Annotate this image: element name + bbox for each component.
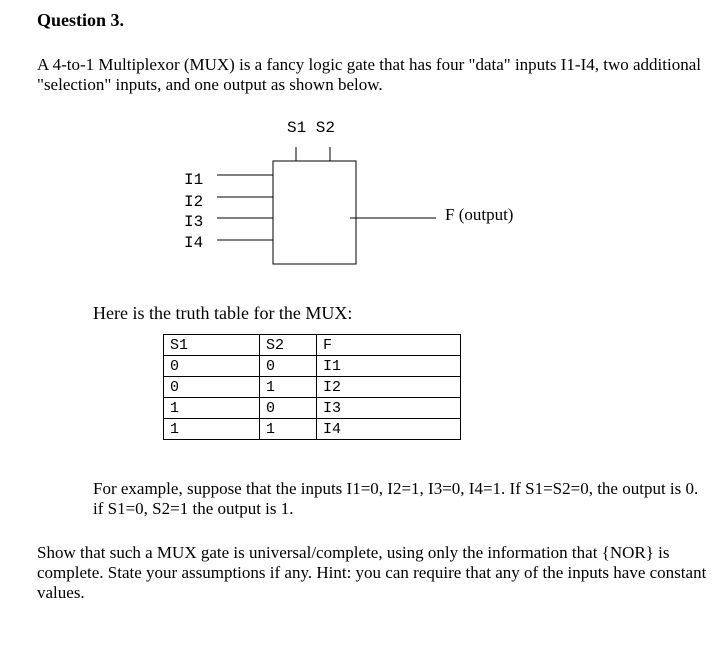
cell-f: I3 [317, 398, 461, 419]
header-s2: S2 [260, 335, 317, 356]
mux-diagram [0, 0, 722, 300]
cell-s2: 1 [260, 377, 317, 398]
cell-s2: 0 [260, 398, 317, 419]
input-label-i4: I4 [184, 234, 204, 252]
intro-paragraph: A 4-to-1 Multiplexor (MUX) is a fancy logic gate that has four "data" inputs I1-I4, two additional "selection" inputs, and one output as shown below. [37, 55, 701, 94]
cell-s2: 0 [260, 356, 317, 377]
input-label-i1: I1 [184, 171, 204, 189]
task-paragraph: Show that such a MUX gate is universal/complete, using only the information that {NOR} is complete. State your assumptions if any. Hint: you can require that any of the inputs have constant values. [37, 543, 707, 602]
input-label-i3: I3 [184, 213, 204, 231]
table-row [164, 419, 461, 440]
truth-table [163, 334, 461, 440]
input-label-i2: I2 [184, 193, 204, 211]
mux-box [273, 161, 356, 264]
table-row [164, 356, 461, 377]
cell-s1: 1 [164, 419, 260, 440]
cell-s1: 0 [164, 377, 260, 398]
cell-s1: 1 [164, 398, 260, 419]
header-f: F [317, 335, 461, 356]
table-row [164, 377, 461, 398]
header-s1: S1 [164, 335, 260, 356]
cell-f: I1 [317, 356, 461, 377]
select-labels: S1 S2 [287, 119, 336, 137]
cell-f: I4 [317, 419, 461, 440]
table-header-row [164, 335, 461, 356]
truth-table-caption: Here is the truth table for the MUX: [93, 303, 353, 323]
question-title: Question 3. [37, 10, 125, 30]
cell-s2: 1 [260, 419, 317, 440]
cell-f: I2 [317, 377, 461, 398]
cell-s1: 0 [164, 356, 260, 377]
example-paragraph: For example, suppose that the inputs I1=0, I2=1, I3=0, I4=1. If S1=S2=0, the output is 0. if S1=0, S2=1 the output is 1. [93, 479, 699, 518]
table-row [164, 398, 461, 419]
output-label: F (output) [445, 205, 514, 224]
